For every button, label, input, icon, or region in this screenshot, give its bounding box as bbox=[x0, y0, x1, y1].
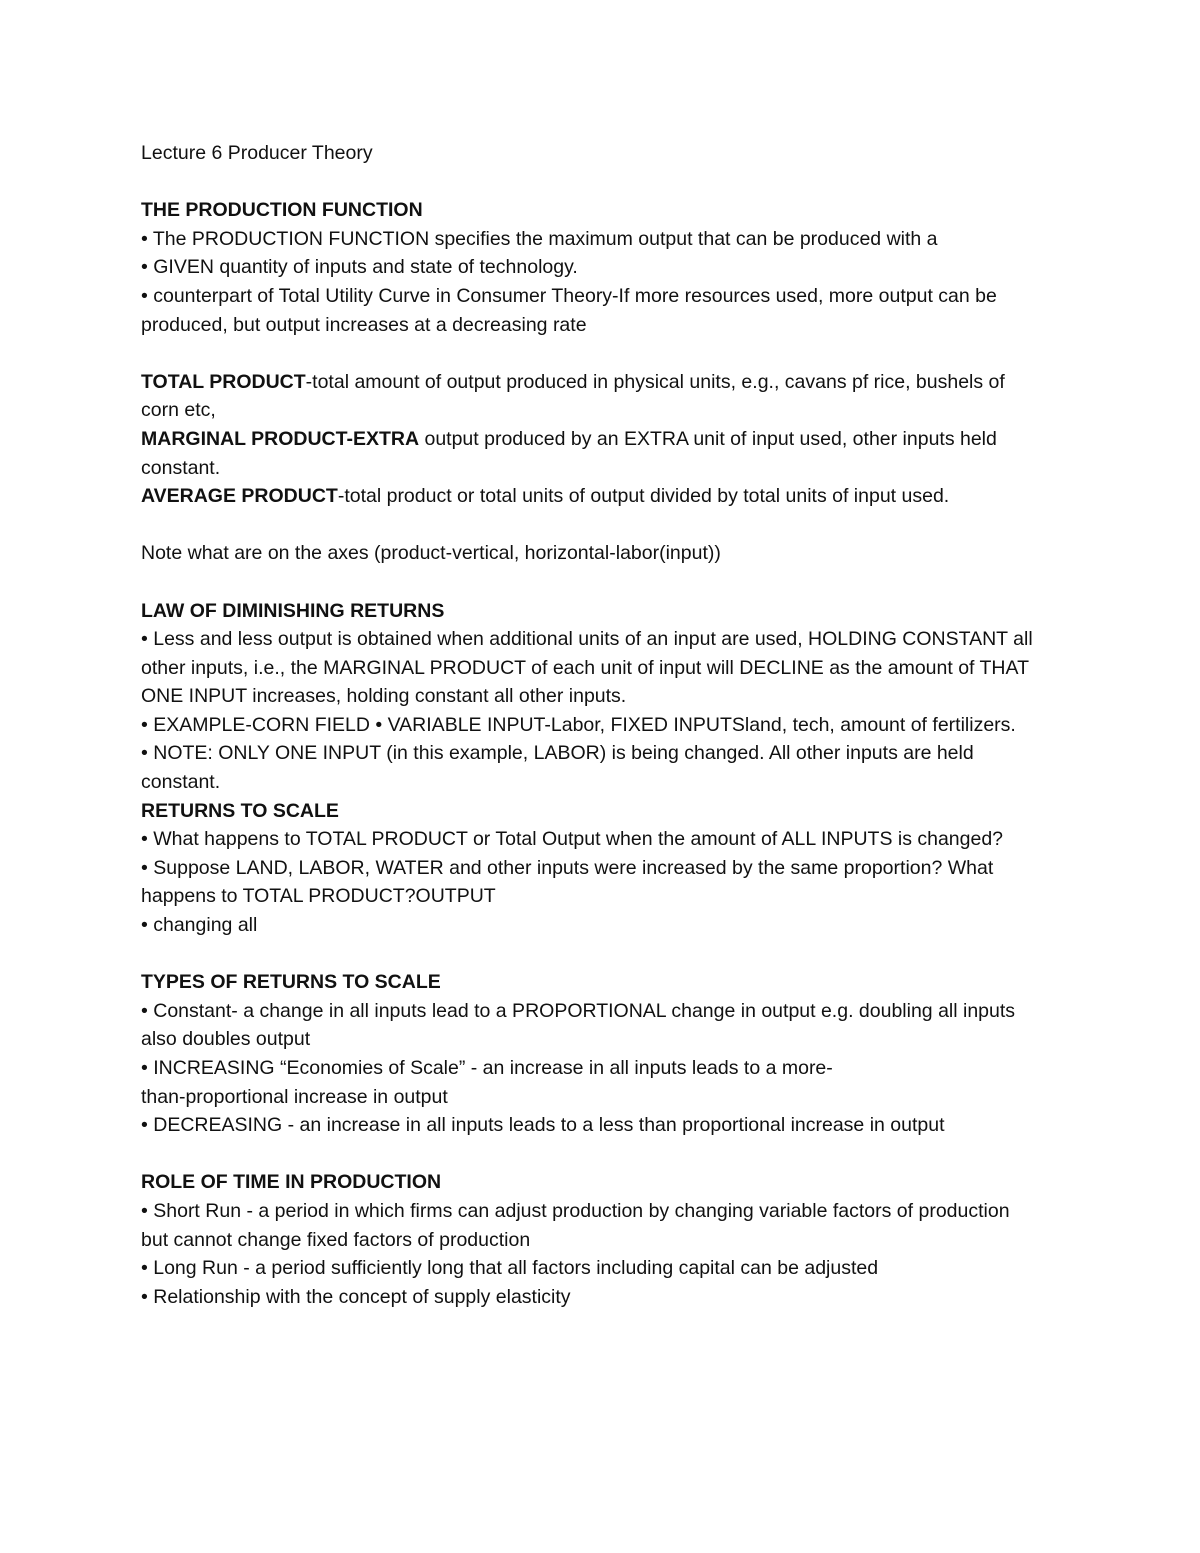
average-product-text: -total product or total units of output divided by total units of input used. bbox=[337, 485, 950, 508]
document-page bbox=[141, 139, 1076, 1311]
returns-to-scale-line: • Suppose LAND, LABOR, WATER and other inputs were increased by the same proportion? What happens to TOTAL PRODUCT?OUTPUT bbox=[141, 856, 994, 908]
returns-to-scale-line: • What happens to TOTAL PRODUCT or Total Output when the amount of ALL INPUTS is changed? bbox=[141, 828, 1004, 851]
marginal-product-text: output produced by an EXTRA unit of input used, other inputs held constant. bbox=[141, 427, 997, 479]
spacer bbox=[141, 940, 1076, 969]
role-of-time-line: • Relationship with the concept of supply elasticity bbox=[141, 1285, 571, 1308]
role-of-time-line: • Short Run - a period in which firms can adjust production by changing variable factors of production but cannot change fixed factors of production bbox=[141, 1199, 1010, 1251]
diminishing-returns-line: • Less and less output is obtained when additional units of an input are used, HOLDING CONSTANT all other inputs, i.e., the MARGINAL PRODUCT of each unit of input will DECLINE as the amount of THAT ONE INPUT increases, holding constant all other inputs. bbox=[141, 628, 1033, 708]
axes-note: Note what are on the axes (product-vertical, horizontal-labor(input)) bbox=[141, 542, 721, 565]
total-product-term: TOTAL PRODUCT bbox=[141, 370, 306, 393]
role-of-time-line: • Long Run - a period sufficiently long that all factors including capital can be adjusted bbox=[141, 1257, 879, 1280]
production-function-line: • The PRODUCTION FUNCTION specifies the maximum output that can be produced with a bbox=[141, 227, 938, 250]
production-function-line: • GIVEN quantity of inputs and state of technology. bbox=[141, 256, 578, 279]
spacer bbox=[141, 511, 1076, 540]
marginal-product-definition bbox=[141, 425, 1066, 482]
types-returns-to-scale-line: • DECREASING - an increase in all inputs leads to a less than proportional increase in output bbox=[141, 1114, 945, 1137]
types-returns-to-scale-line: • INCREASING “Economies of Scale” - an increase in all inputs leads to a more-than-proportional increase in output bbox=[141, 1057, 833, 1108]
document-title: Lecture 6 Producer Theory bbox=[141, 142, 373, 164]
spacer bbox=[141, 168, 1076, 197]
spacer bbox=[141, 339, 1076, 368]
production-function-heading: THE PRODUCTION FUNCTION bbox=[141, 199, 423, 222]
types-returns-to-scale-line: • Constant- a change in all inputs lead to a PROPORTIONAL change in output e.g. doubling all inputs also doubles output bbox=[141, 999, 1016, 1051]
diminishing-returns-line: • EXAMPLE-CORN FIELD • VARIABLE INPUT-Labor, FIXED INPUTSland, tech, amount of fertilizers. • NOTE: ONLY ONE INPUT (in this example, LABOR) is being changed. All other inputs are held constant. bbox=[141, 713, 1016, 794]
diminishing-returns-heading: LAW OF DIMINISHING RETURNS bbox=[141, 599, 445, 622]
total-product-definition bbox=[141, 368, 1021, 425]
types-returns-to-scale-heading: TYPES OF RETURNS TO SCALE bbox=[141, 971, 441, 994]
production-function-line: • counterpart of Total Utility Curve in Consumer Theory-If more resources used, more output can be produced, but output increases at a decreasing rate bbox=[141, 284, 997, 336]
spacer bbox=[141, 568, 1076, 597]
spacer bbox=[141, 1140, 1076, 1169]
role-of-time-heading: ROLE OF TIME IN PRODUCTION bbox=[141, 1171, 442, 1194]
marginal-product-term: MARGINAL PRODUCT-EXTRA bbox=[141, 427, 420, 450]
total-product-text: -total amount of output produced in physical units, e.g., cavans pf rice, bushels of corn etc, bbox=[141, 370, 1005, 422]
average-product-definition bbox=[141, 482, 1076, 511]
average-product-term: AVERAGE PRODUCT bbox=[141, 485, 338, 508]
returns-to-scale-line: • changing all bbox=[141, 914, 258, 937]
returns-to-scale-heading: RETURNS TO SCALE bbox=[141, 799, 339, 822]
